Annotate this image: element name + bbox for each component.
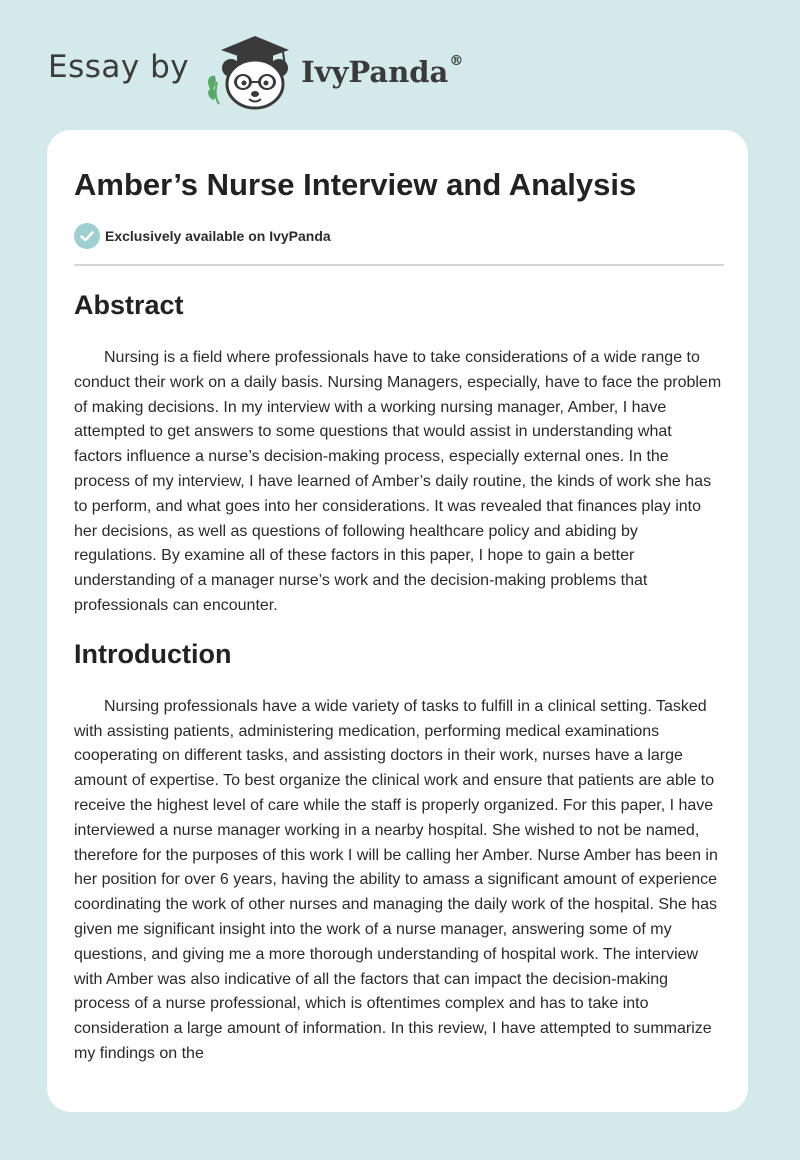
divider <box>74 264 724 266</box>
introduction-paragraph: Nursing professionals have a wide variety of tasks to fulfill in a clinical setting. Tasked with assisting patients, administering medication, performing medical examinations cooperating on different tasks, and assisting doctors in their work, nurses have a large amount of expertise. To best organize the clinical work and ensure that patients are able to receive the highest level of care while the staff is properly organized. For this paper, I have interviewed a nurse manager working in a nearby hospital. She wished to not be named, therefore for the purposes of this work I will be calling her Amber. Nurse Amber has been in her position for over 6 years, having the ability to amass a significant amount of experience coordinating the work of other nurses and managing the daily work of the hospital. She has given me significant insight into the work of a nurse manager, answering some of my questions, and giving me a more thorough understanding of hospital work. The interview with Amber was also indicative of all the factors that can impact the decision-making process of a nurse professional, which is oftentimes complex and has to take into consideration a large amount of information. In this review, I have attempted to summarize my findings on the <box>74 697 718 1062</box>
section-heading-introduction: Introduction <box>74 638 232 669</box>
site-header <box>48 30 463 110</box>
panda-graduate-icon[interactable] <box>203 30 299 110</box>
page-title: Amber’s Nurse Interview and Analysis <box>74 167 637 202</box>
badge-label: Exclusively available on IvyPanda <box>105 228 331 244</box>
registered-mark: ® <box>449 53 464 69</box>
check-circle-icon <box>74 223 100 249</box>
essay-by-label: Essay by <box>48 49 190 85</box>
availability-badge <box>74 222 724 250</box>
essay-card <box>47 130 748 1112</box>
abstract-paragraph: Nursing is a field where professionals have to take considerations of a wide range to conduct their work on a daily basis. Nursing Managers, especially, have to face the problem of making decisions. In my interview with a working nursing manager, Amber, I have attempted to get answers to some questions that would assist in understanding what factors influence a nurse’s decision-making process, especially external ones. In the process of my interview, I have learned of Amber’s daily routine, the kinds of work she has to perform, and what goes into her considerations. It was revealed that finances play into her decisions, as well as questions of following healthcare policy and abiding by regulations. By examine all of these factors in this paper, I hope to gain a better understanding of a manager nurse’s work and the decision-making problems that professionals can encounter. <box>74 349 722 614</box>
section-heading-abstract: Abstract <box>74 290 184 320</box>
essay-content <box>74 130 724 1067</box>
brand-name[interactable]: IvyPanda® <box>301 53 464 89</box>
